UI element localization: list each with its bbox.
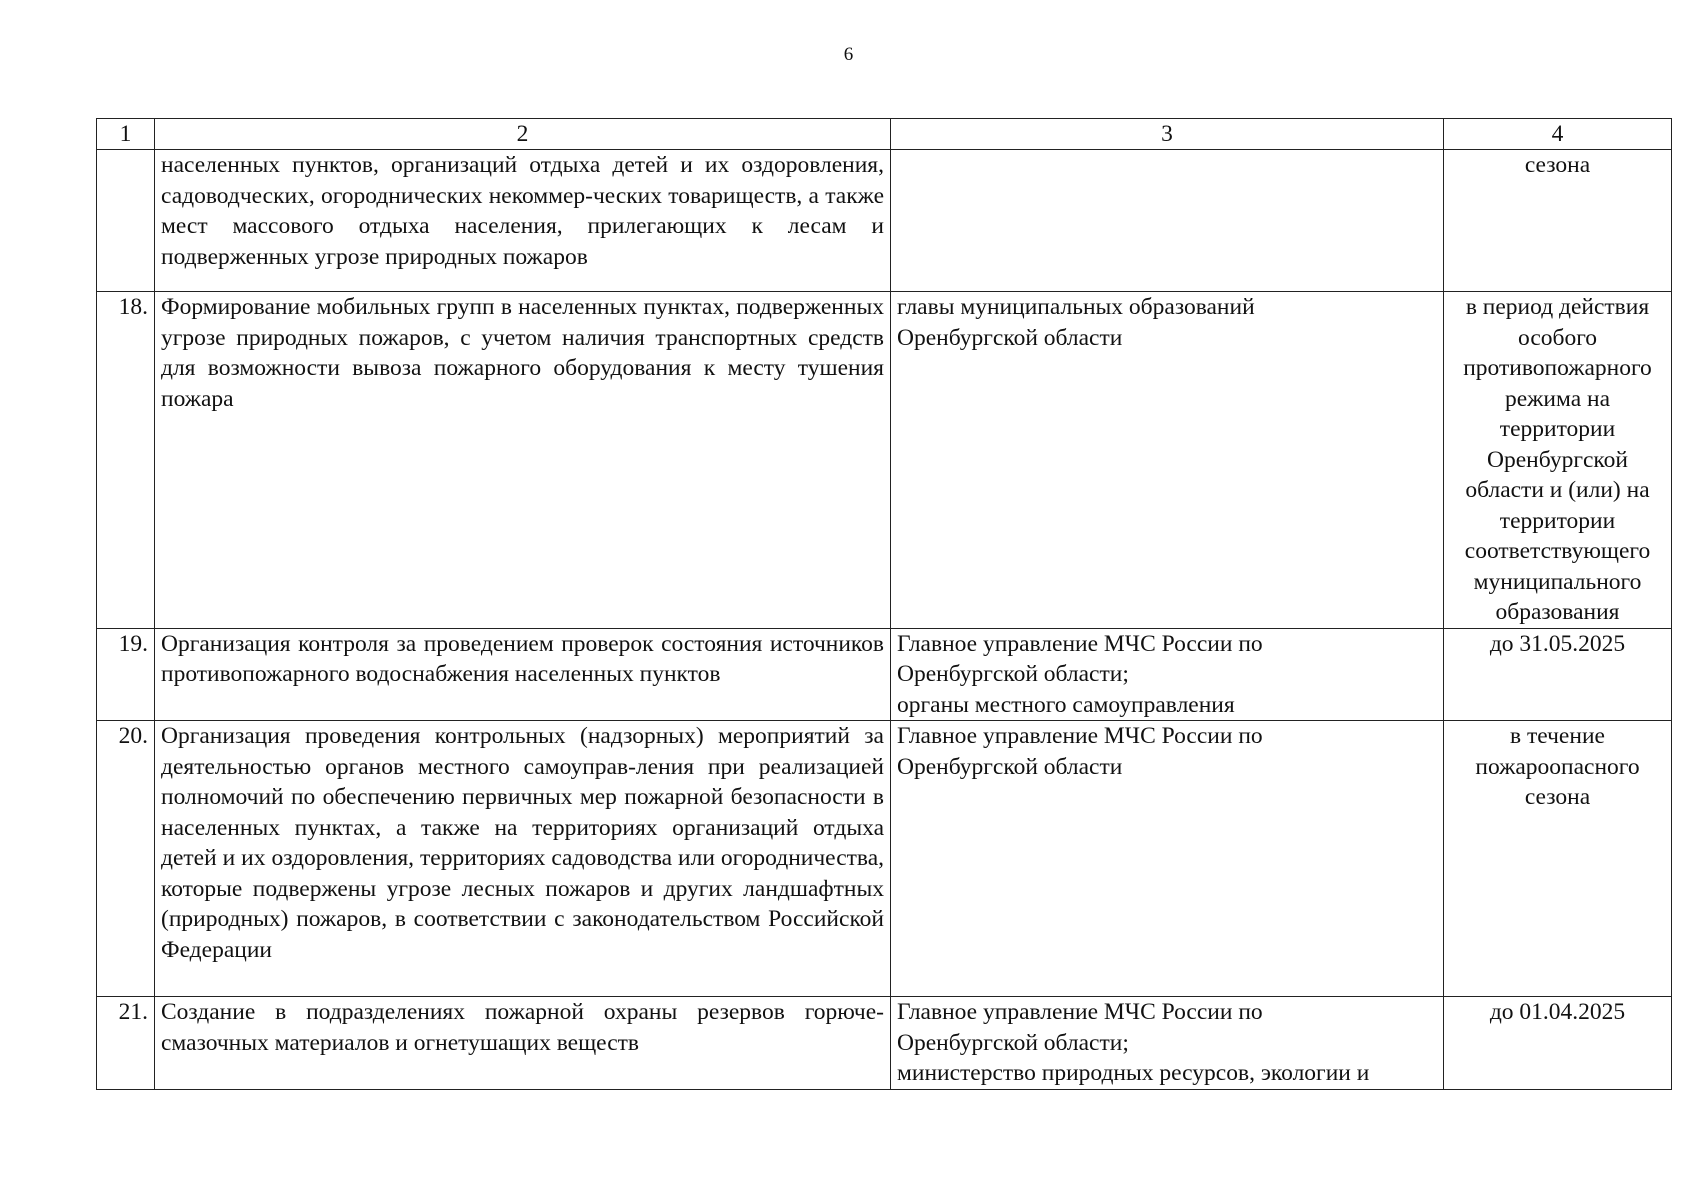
measure-description: Организация проведения контрольных (надзорных) мероприятий за деятельностью органов местного самоуправ-ления при реализацией полномочий по обеспечению первичных мер пожарной безопасности в населенных пунктах, а также на территориях организаций отдыха детей и их оздоровления, территориях садоводства или огородничества, которые подвержены угрозе лесных пожаров и других ландшафтных (природных) пожаров, в соответствии с законодательством Российской Федерации: [155, 721, 891, 997]
responsible-line: Главное управление МЧС России по: [897, 630, 1263, 657]
table-row: [97, 292, 1672, 629]
responsible-line: органы местного самоуправления: [897, 691, 1235, 718]
column-number-3: 3: [891, 119, 1444, 150]
deadline: в течение пожароопасного сезона: [1444, 721, 1672, 997]
column-number-header-row: [97, 119, 1672, 150]
column-number-1: 1: [97, 119, 155, 150]
row-number: 21.: [97, 997, 155, 1090]
responsible-line: Главное управление МЧС России по: [897, 723, 1263, 749]
row-number: 18.: [97, 292, 155, 629]
responsible-line: главы муниципальных образований: [897, 294, 1255, 320]
measure-description: Формирование мобильных групп в населенных пунктах, подверженных угрозе природных пожаров, с учетом наличия транспортных средств для возможности вывоза пожарного оборудования к месту тушения пожара: [155, 292, 891, 629]
responsible-line: Оренбургской области;: [897, 1029, 1129, 1056]
measure-description: Организация контроля за проведением проверок состояния источников противопожарного водоснабжения населенных пунктов: [155, 628, 891, 721]
responsible-line: Оренбургской области: [897, 324, 1123, 351]
measure-description: населенных пунктов, организаций отдыха детей и их оздоровления, садоводческих, огороднических некоммер-ческих товариществ, а также мест массового отдыха населения, прилегающих к лесам и подверженных угрозе природных пожаров: [155, 150, 891, 292]
row-number: 20.: [97, 721, 155, 997]
deadline: в период действия особого противопожарного режима на территории Оренбургской области и (или) на территории соответствующего муниципального образования: [1444, 292, 1672, 629]
deadline: до 01.04.2025: [1444, 997, 1672, 1090]
responsible-line: министерство природных ресурсов, экологии и: [897, 1060, 1370, 1086]
column-number-4: 4: [1444, 119, 1672, 150]
measures-table: [96, 118, 1672, 1090]
responsible-line: Оренбургской области;: [897, 661, 1129, 687]
table-row: [97, 997, 1672, 1090]
responsible-parties: [891, 997, 1444, 1090]
page-number: 6: [843, 44, 854, 65]
deadline: сезона: [1444, 150, 1672, 292]
row-number: [97, 150, 155, 292]
responsible-parties: [891, 292, 1444, 629]
deadline: до 31.05.2025: [1444, 628, 1672, 721]
responsible-line: Главное управление МЧС России по: [897, 999, 1263, 1025]
responsible-parties: [891, 150, 1444, 292]
column-number-2: 2: [155, 119, 891, 150]
row-number: 19.: [97, 628, 155, 721]
table-row: [97, 150, 1672, 292]
measure-description: Создание в подразделениях пожарной охраны резервов горюче-смазочных материалов и огнетушащих веществ: [155, 997, 891, 1090]
table-row: [97, 628, 1672, 721]
responsible-parties: [891, 628, 1444, 721]
responsible-parties: [891, 721, 1444, 997]
responsible-line: Оренбургской области: [897, 753, 1123, 780]
table-row: [97, 721, 1672, 997]
